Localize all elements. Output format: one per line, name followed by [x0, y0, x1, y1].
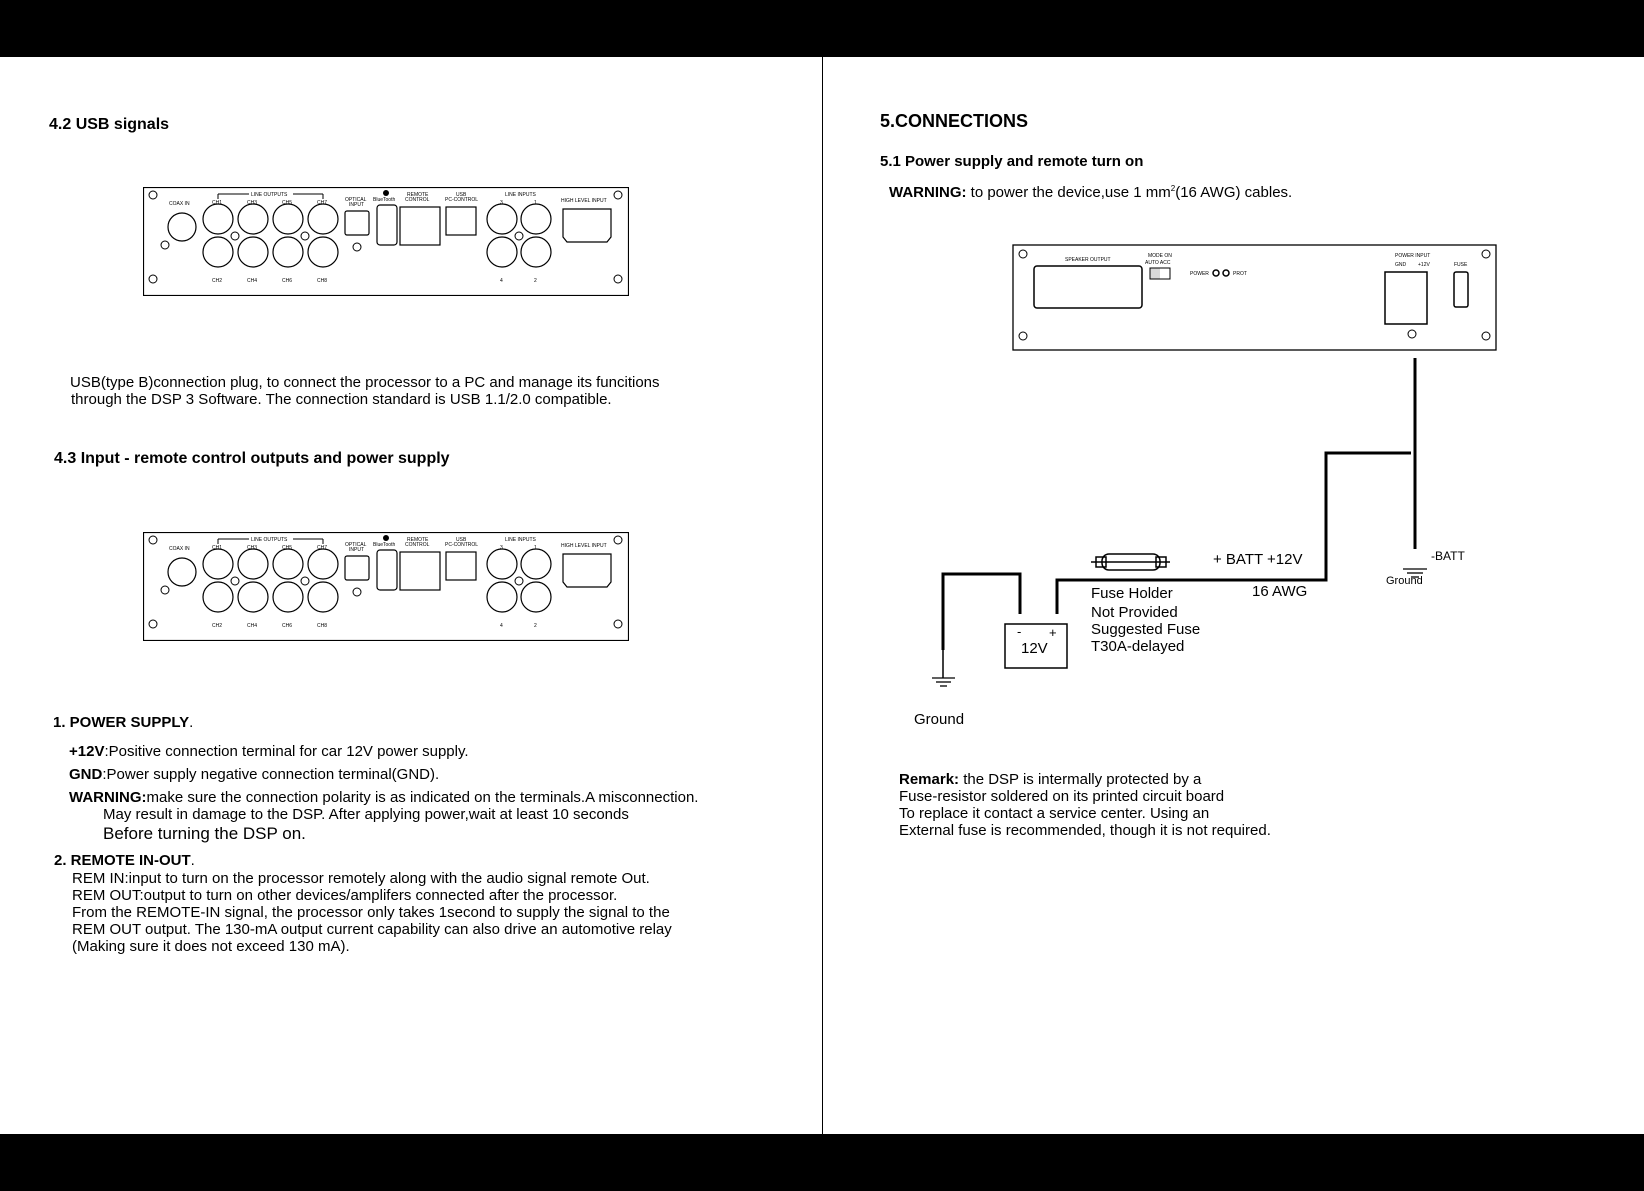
power-supply-heading: 1. POWER SUPPLY. — [53, 714, 194, 731]
remote-line3: From the REMOTE-IN signal, the processor only takes 1second to supply the signal to the — [72, 904, 670, 921]
remote-label: CONTROL — [405, 197, 430, 203]
bottom-bar — [0, 1134, 1644, 1191]
in-top-label: 1 — [534, 545, 537, 551]
ch-bottom-label: CH6 — [282, 278, 293, 284]
usb-label: PC-CONTROL — [445, 542, 479, 548]
optical-label: INPUT — [349, 547, 364, 553]
high-level-label: HIGH LEVEL INPUT — [561, 543, 607, 549]
plus12-terminal-label: +12V — [1418, 262, 1430, 268]
ch-bottom-label: CH4 — [247, 623, 258, 629]
optical-label: OPTICAL — [345, 197, 367, 203]
in-bottom-label: 4 — [500, 278, 503, 284]
auto-acc-label: AUTO ACC — [1145, 260, 1171, 266]
bluetooth-label: BlueTooth — [373, 542, 396, 548]
remark-line3: To replace it contact a service center. Using an — [899, 805, 1210, 822]
remote-label: REMOTE — [407, 192, 429, 198]
usb-text-line2: through the DSP 3 Software. The connection standard is USB 1.1/2.0 compatible. — [71, 391, 612, 408]
ch-top-label: CH1 — [212, 545, 223, 551]
batt-plus-label: + BATT +12V — [1213, 551, 1303, 568]
power-warning-line3: Before turning the DSP on. — [103, 824, 306, 843]
ch-top-label: CH7 — [317, 200, 328, 206]
power-input-label: POWER INPUT — [1395, 253, 1431, 259]
power-led-label: POWER — [1190, 271, 1209, 277]
power-gnd-line: GND:Power supply negative connection terminal(GND). — [69, 766, 440, 783]
power-warning-line2: May result in damage to the DSP. After applying power,wait at least 10 seconds — [103, 806, 629, 823]
rear-panel-input — [143, 532, 629, 641]
battery-minus-label: - — [1017, 624, 1022, 639]
gnd-terminal-label: GND — [1395, 262, 1407, 268]
bluetooth-icon — [383, 190, 389, 196]
ch-top-label: CH3 — [247, 200, 258, 206]
battery-plus-label: + — [1049, 625, 1057, 640]
remark-line1: Remark: the DSP is intermally protected by a — [899, 771, 1202, 788]
ch-top-label: CH5 — [282, 200, 293, 206]
ch-bottom-label: CH8 — [317, 623, 328, 629]
in-bottom-label: 2 — [534, 278, 537, 284]
ch-bottom-label: CH8 — [317, 278, 328, 284]
remote-heading: 2. REMOTE IN-OUT. — [54, 852, 195, 869]
in-top-label: 3 — [500, 200, 503, 206]
input-heading: 4.3 Input - remote control outputs and power supply — [54, 450, 450, 467]
remote-line2: REM OUT:output to turn on other devices/amplifers connected after the processor. — [72, 887, 618, 904]
line-outputs-label: LINE OUTPUTS — [251, 192, 288, 198]
usb-label: USB — [456, 537, 467, 543]
cable-warning: WARNING: to power the device,use 1 $mm^2(16$ AWG) cables. — [889, 184, 1293, 201]
in-bottom-label: 2 — [534, 623, 537, 629]
fuse-holder-line2: Not Provided — [1091, 604, 1178, 621]
in-top-label: 1 — [534, 200, 537, 206]
usb-label: PC-CONTROL — [445, 197, 479, 203]
ch-bottom-label: CH2 — [212, 278, 223, 284]
usb-text-line1: USB(type B)connection plug, to connect the processor to a PC and manage its funcitions — [70, 374, 660, 391]
in-top-label: 3 — [500, 545, 503, 551]
power-12v-line: +12V:Positive connection terminal for car 12V power supply. — [69, 743, 469, 760]
battery-voltage-label: 12V — [1021, 640, 1048, 657]
ch-bottom-label: CH4 — [247, 278, 258, 284]
remote-label: REMOTE — [407, 537, 429, 543]
speaker-output-label: SPEAKER OUTPUT — [1065, 257, 1111, 263]
usb-label: USB — [456, 192, 467, 198]
in-bottom-label: 4 — [500, 623, 503, 629]
bluetooth-icon — [383, 535, 389, 541]
fuse-terminal-label: FUSE — [1454, 262, 1468, 268]
bluetooth-label: BlueTooth — [373, 197, 396, 203]
page-divider — [822, 57, 823, 1134]
line-inputs-label: LINE INPUTS — [505, 192, 536, 198]
remark-line4: External fuse is recommended, though it is not required. — [899, 822, 1271, 839]
fuse-holder-line4: T30A-delayed — [1091, 638, 1185, 655]
ch-top-label: CH7 — [317, 545, 328, 551]
remote-line1: REM IN:input to turn on the processor remotely along with the audio signal remote Out. — [72, 870, 650, 887]
fuse-holder-line1: Fuse Holder — [1091, 585, 1173, 602]
ch-top-label: CH3 — [247, 545, 258, 551]
usb-heading: 4.2 USB signals — [49, 116, 170, 133]
top-bar — [0, 0, 1644, 57]
optical-label: INPUT — [349, 202, 364, 208]
line-inputs-label: LINE INPUTS — [505, 537, 536, 543]
fuse-holder-line3: Suggested Fuse — [1091, 621, 1201, 638]
ch-top-label: CH1 — [212, 200, 223, 206]
power-warning-line: WARNING:make sure the connection polarity is as indicated on the terminals.A misconnection. — [69, 789, 699, 806]
remote-line4: REM OUT output. The 130-mA output current capability can also drive an automotive relay — [72, 921, 672, 938]
ch-top-label: CH5 — [282, 545, 293, 551]
connections-heading: 5.CONNECTIONS — [880, 111, 1029, 131]
batt-minus-label: -BATT — [1431, 549, 1465, 563]
remote-label: CONTROL — [405, 542, 430, 548]
awg-label: 16 AWG — [1252, 583, 1308, 600]
prot-led-label: PROT — [1233, 271, 1247, 277]
line-outputs-label: LINE OUTPUTS — [251, 537, 288, 543]
remark-line2: Fuse-resistor soldered on its printed circuit board — [899, 788, 1225, 805]
ground-small-label: Ground — [1386, 575, 1423, 587]
ch-bottom-label: CH6 — [282, 623, 293, 629]
remote-line5: (Making sure it does not exceed 130 mA). — [72, 938, 350, 955]
ch-bottom-label: CH2 — [212, 623, 223, 629]
mode-on-label: MODE ON — [1148, 253, 1172, 259]
coax-label: COAX IN — [169, 546, 190, 552]
high-level-label: HIGH LEVEL INPUT — [561, 198, 607, 204]
rear-panel-usb — [143, 187, 629, 296]
optical-label: OPTICAL — [345, 542, 367, 548]
ground-label: Ground — [914, 711, 965, 728]
wiring-diagram — [900, 235, 1510, 735]
coax-label: COAX IN — [169, 201, 190, 207]
power-remote-subheading: 5.1 Power supply and remote turn on — [880, 153, 1144, 170]
